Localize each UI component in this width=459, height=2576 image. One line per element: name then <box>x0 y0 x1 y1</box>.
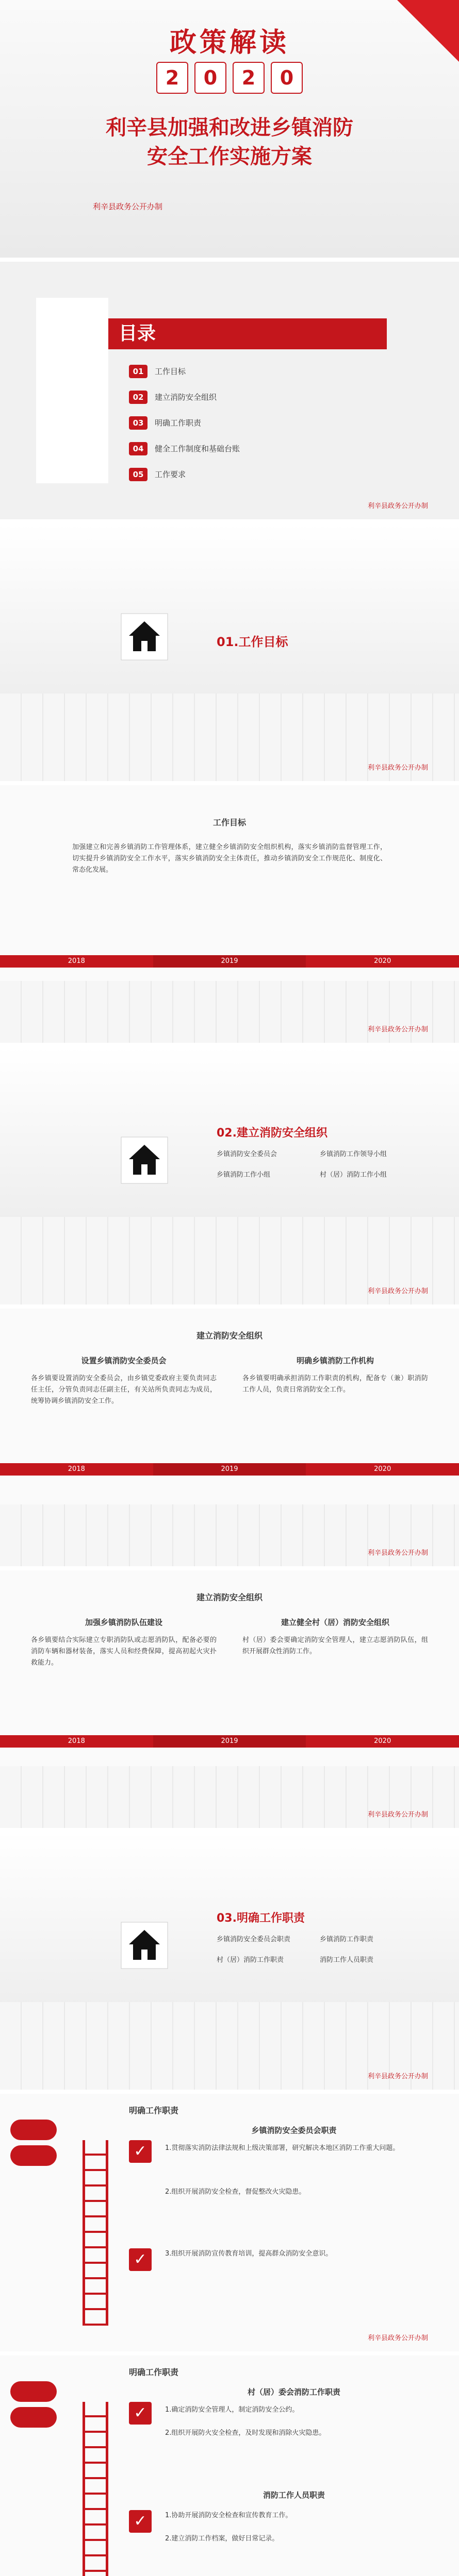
check-icon: ✓ <box>129 2248 152 2271</box>
column-text: 村（居）委会要确定消防安全管理人，建立志愿消防队伍，组织开展群众性消防工作。 <box>242 1636 428 1655</box>
year-digit: 2 <box>156 62 188 94</box>
toc-left-panel <box>36 298 108 483</box>
cover-title-line-2: 安全工作实施方案 <box>147 145 312 168</box>
timeline-year: 2020 <box>306 1463 459 1476</box>
house-icon <box>119 1134 170 1186</box>
footer-org: 利辛县政务公开办制 <box>367 764 428 772</box>
check-icon: ✓ <box>129 2510 152 2533</box>
slide-title: 工作目标 <box>212 818 246 827</box>
timeline-year: 2019 <box>153 1735 306 1748</box>
section-slide-01 <box>0 523 459 781</box>
timeline-year: 2019 <box>153 1463 306 1476</box>
section-label: 03.明确工作职责 <box>217 1912 305 1925</box>
toc-number: 01 <box>129 365 147 378</box>
duty-item: 2.组织开展防火安全检查，及时发现和消除火灾隐患。 <box>165 2429 326 2437</box>
toc-label: 工作要求 <box>155 470 186 479</box>
section-bullet: 乡镇消防工作领导小组 <box>320 1150 387 1158</box>
toc-item[interactable] <box>129 391 217 404</box>
duty-item: 3.组织开展消防宣传教育培训，提高群众消防安全意识。 <box>165 2250 333 2258</box>
cover-top-title: 政策解读 <box>169 27 289 58</box>
section-label: 02.建立消防安全组织 <box>217 1127 327 1140</box>
year-digit: 0 <box>194 62 226 94</box>
column-title: 建立健全村（居）消防安全组织 <box>281 1618 389 1627</box>
slide-title: 建立消防安全组织 <box>196 1592 263 1602</box>
section-bullet: 乡镇消防安全委员会职责 <box>217 1936 291 1943</box>
section-slide-03 <box>0 1832 459 2090</box>
toc-item[interactable] <box>129 468 186 481</box>
section-slide-02 <box>0 1047 459 1304</box>
floor-decoration <box>0 981 459 1043</box>
cover-slide <box>0 0 459 258</box>
floor-decoration <box>0 1504 459 1566</box>
timeline <box>0 955 459 968</box>
toc-item[interactable] <box>129 365 186 378</box>
column-text: 各乡镇要设置消防安全委员会，由乡镇党委政府主要负责同志任主任，分管负责同志任副主任，有关站所负责同志为成员，统筹协调乡镇消防安全工作。 <box>31 1375 217 1405</box>
org-slide-1 <box>0 1309 459 1566</box>
subheading: 村（居）委会消防工作职责 <box>247 2387 340 2397</box>
column-title: 加强乡镇消防队伍建设 <box>85 1618 162 1627</box>
timeline-year: 2020 <box>306 955 459 968</box>
year-digit: 2 <box>233 62 265 94</box>
section-bullet: 村（居）消防工作职责 <box>217 1956 284 1964</box>
duty-item: 2.组织开展消防安全检查，督促整改火灾隐患。 <box>165 2188 306 2196</box>
ladder-decoration <box>83 2402 108 2576</box>
toc-label: 工作目标 <box>155 367 186 376</box>
floor-decoration <box>0 1766 459 1828</box>
cloud-decoration <box>0 2114 62 2166</box>
check-icon: ✓ <box>129 2140 152 2163</box>
footer-org: 利辛县政务公开办制 <box>367 2334 428 2342</box>
slide-title: 明确工作职责 <box>129 2367 179 2377</box>
cloud-decoration <box>0 2376 62 2428</box>
slide-title: 明确工作职责 <box>129 2106 179 2115</box>
footer-org: 利辛县政务公开办制 <box>367 1811 428 1819</box>
timeline-year: 2019 <box>153 955 306 968</box>
duty-item: 2.建立消防工作档案，做好日常记录。 <box>165 2535 279 2543</box>
section-bullet: 消防工作人员职责 <box>320 1956 374 1964</box>
section-bullet: 乡镇消防工作小组 <box>217 1171 271 1179</box>
footer-org: 利辛县政务公开办制 <box>367 502 428 510</box>
duty-item: 1.贯彻落实消防法律法规和上级决策部署，研究解决本地区消防工作重大问题。 <box>165 2144 400 2152</box>
cover-title-line-1: 利辛县加强和改进乡镇消防 <box>106 116 353 140</box>
toc-number: 04 <box>129 442 147 455</box>
timeline-year: 2018 <box>0 955 153 968</box>
timeline-year: 2018 <box>0 1463 153 1476</box>
house-icon <box>119 1920 170 1971</box>
toc-number: 03 <box>129 416 147 430</box>
duty-item: 1.协助开展消防安全检查和宣传教育工作。 <box>165 2512 292 2519</box>
duty-slide-2 <box>0 2355 459 2576</box>
org-slide-2 <box>0 1570 459 1828</box>
goal-slide <box>0 785 459 1043</box>
duty-item: 1.确定消防安全管理人，制定消防安全公约。 <box>165 2406 299 2414</box>
slide-title: 建立消防安全组织 <box>196 1331 263 1341</box>
section-bullet: 乡镇消防工作职责 <box>320 1936 374 1943</box>
goal-text: 加强建立和完善乡镇消防工作管理体系，建立健全乡镇消防安全组织机构，落实乡镇消防监督管理工作，切实提升乡镇消防安全工作水平，落实乡镇消防安全主体责任，推动乡镇消防安全工作规范化、制度化、常态化发展。 <box>72 843 387 874</box>
toc-number: 02 <box>129 391 147 404</box>
column-text: 各乡镇要明确承担消防工作职责的机构，配备专（兼）职消防工作人员，负责日常消防安全工作。 <box>242 1375 428 1394</box>
timeline <box>0 1463 459 1476</box>
year-digit: 0 <box>271 62 303 94</box>
ladder-decoration <box>83 2140 108 2326</box>
toc-label: 明确工作职责 <box>155 418 202 428</box>
toc-label: 建立消防安全组织 <box>155 393 217 402</box>
toc-slide <box>0 262 459 519</box>
toc-heading: 目录 <box>108 318 387 349</box>
toc-label: 健全工作制度和基础台账 <box>155 444 240 453</box>
section-bullet: 村（居）消防工作小组 <box>320 1171 387 1179</box>
footer-org: 利辛县政务公开办制 <box>367 1026 428 1033</box>
subheading: 乡镇消防安全委员会职责 <box>251 2126 337 2135</box>
column-title: 设置乡镇消防安全委员会 <box>81 1356 167 1365</box>
footer-org: 利辛县政务公开办制 <box>367 1549 428 1557</box>
toc-item[interactable] <box>129 442 240 455</box>
timeline <box>0 1735 459 1748</box>
cover-org: 利辛县政务公开办制 <box>93 202 163 211</box>
toc-item[interactable] <box>129 416 201 430</box>
timeline-year: 2018 <box>0 1735 153 1748</box>
footer-org: 利辛县政务公开办制 <box>367 2073 428 2080</box>
cover-title <box>0 113 459 171</box>
column-title: 明确乡镇消防工作机构 <box>296 1356 374 1365</box>
timeline-year: 2020 <box>306 1735 459 1748</box>
subheading: 消防工作人员职责 <box>263 2490 325 2500</box>
year-row <box>0 62 459 94</box>
check-icon: ✓ <box>129 2402 152 2425</box>
column-text: 各乡镇要结合实际建立专职消防队或志愿消防队，配备必要的消防车辆和器材装备，落实人员和经费保障，提高初起火灾扑救能力。 <box>31 1636 217 1667</box>
toc-number: 05 <box>129 468 147 481</box>
footer-org: 利辛县政务公开办制 <box>367 1287 428 1295</box>
section-label: 01.工作目标 <box>217 635 288 649</box>
duty-slide-1 <box>0 2094 459 2351</box>
section-bullet: 乡镇消防安全委员会 <box>217 1150 277 1158</box>
house-icon <box>119 611 170 663</box>
